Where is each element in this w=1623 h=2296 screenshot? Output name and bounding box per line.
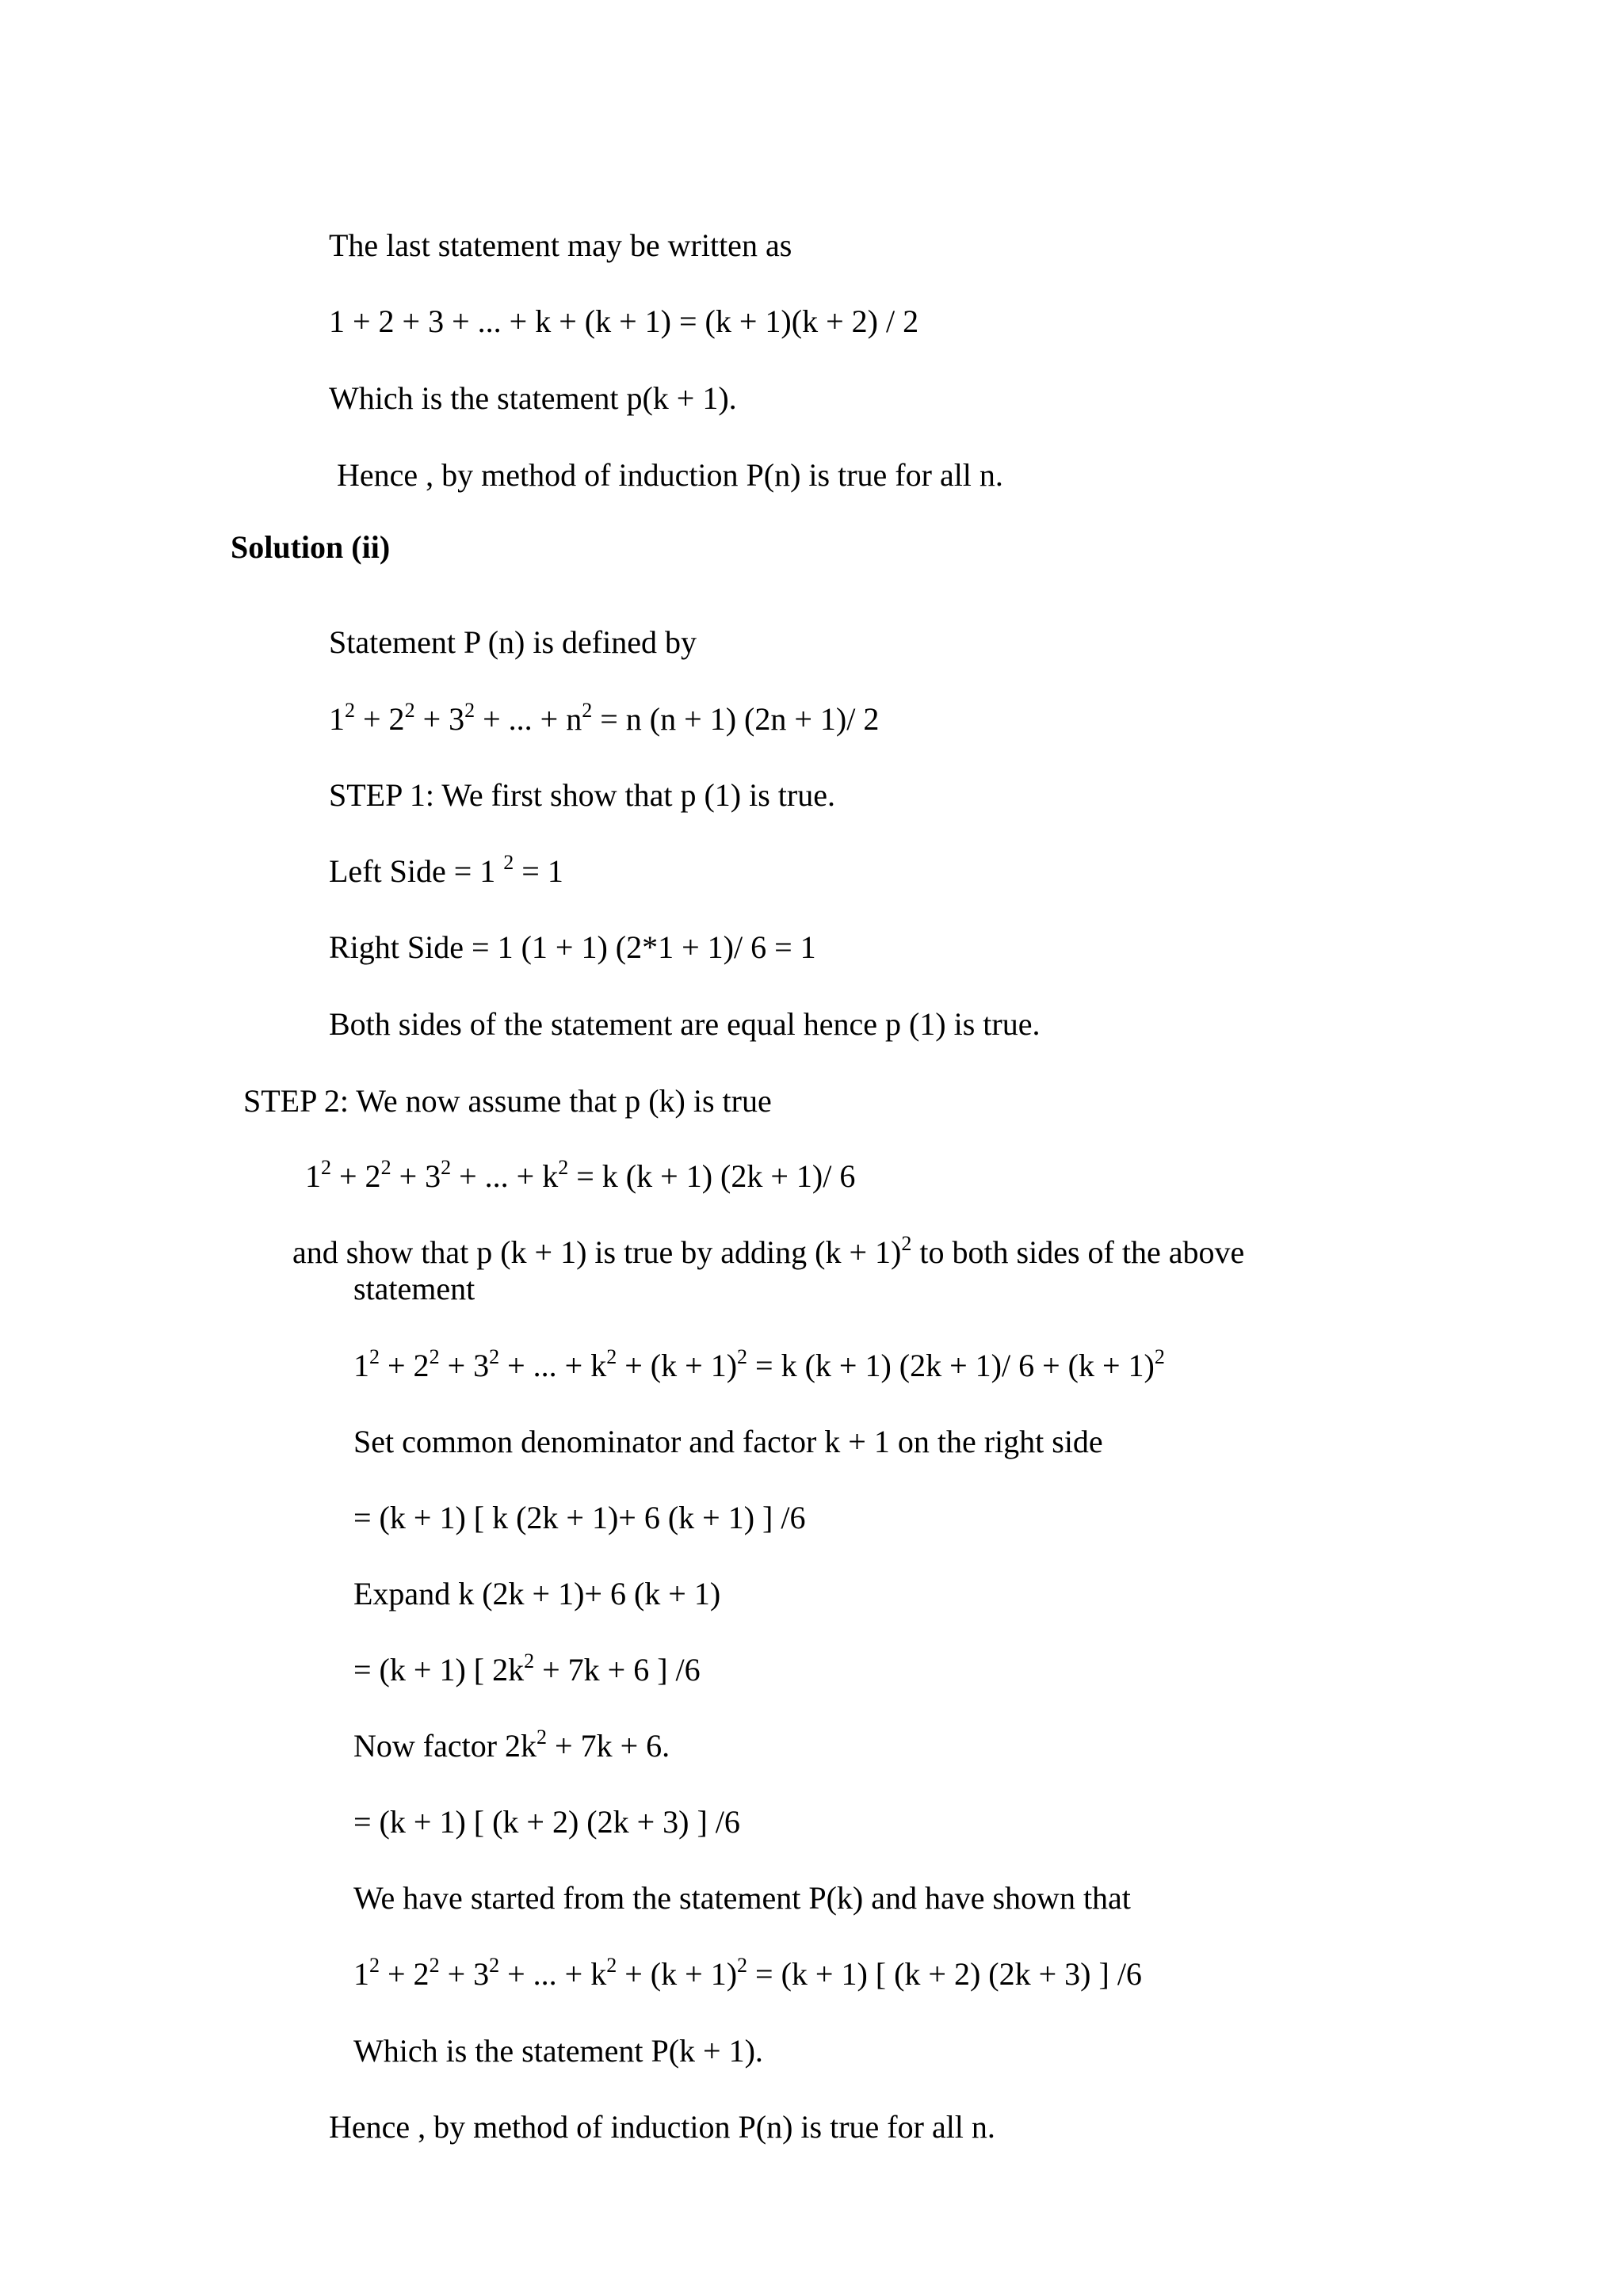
equation-line: 1 + 2 + 3 + ... + k + (k + 1) = (k + 1)(k + 2) / 2 [329, 303, 919, 339]
equation-line: Right Side = 1 (1 + 1) (2*1 + 1)/ 6 = 1 [329, 929, 816, 965]
text-line: statement [353, 1271, 475, 1306]
equation-line: $1^2 + 2^2 + 3^2$ + ... + $k^2 + (k + 1)^2 = k$ (k + 1) (2k + 1)/ $6 + (k + 1)^2$ [353, 1345, 1165, 1383]
text-line: We have started from the statement P(k) and have shown that [353, 1880, 1131, 1916]
text-line: Hence , by method of induction P(n) is true for all n. [329, 2109, 995, 2145]
text-line: Which is the statement p(k + 1). [329, 380, 737, 416]
text-line: STEP 1: We first show that p (1) is true. [329, 777, 835, 813]
text-line: and show that p (k + 1) is true by adding $(k + 1)^2$ to both sides of the above [292, 1232, 1245, 1270]
equation-line: = (k + 1) [ (k + 2) (2k + 3) ] /6 [353, 1804, 740, 1840]
text-line: Both sides of the statement are equal hence p (1) is true. [329, 1006, 1041, 1042]
equation-line: $1^2 + 2^2 + 3^2$ + ... + $n^2 = n$ (n + 1) (2n + 1)/ 2 [329, 699, 880, 737]
section-heading: Solution (ii) [231, 529, 391, 565]
equation-line: = (k + 1) [ k (2k + 1)+ 6 (k + 1) ] /6 [353, 1500, 806, 1535]
equation-line: $1^2 + 2^2 + 3^2$ + ... + $k^2 = k$ (k + 1) (2k + 1)/ 6 [305, 1156, 856, 1194]
equation-line: Left Side = 1 $^2$ = 1 [329, 851, 563, 889]
text-line: Hence , by method of induction P(n) is true for all n. [337, 457, 1003, 493]
equation-line: $1^2 + 2^2 + 3^2$ + ... + $k^2 + (k + 1)^2 = (k + 1)$ [ (k + 2) (2k + 3) ] /6 [353, 1954, 1142, 1992]
text-line: Now factor $2k^2 + 7k + 6$. [353, 1726, 670, 1764]
text-line: Statement P (n) is defined by [329, 624, 697, 660]
text-line: Expand k (2k + 1)+ 6 (k + 1) [353, 1576, 721, 1611]
text-line: Which is the statement P(k + 1). [353, 2033, 763, 2069]
equation-line: = (k + 1) [ $2k^2 + 7k + 6$ ] /6 [353, 1650, 701, 1688]
text-line: Set common denominator and factor k + 1 on the right side [353, 1424, 1103, 1459]
text-line: STEP 2: We now assume that p (k) is true [243, 1083, 772, 1119]
text-line: The last statement may be written as [329, 227, 792, 263]
